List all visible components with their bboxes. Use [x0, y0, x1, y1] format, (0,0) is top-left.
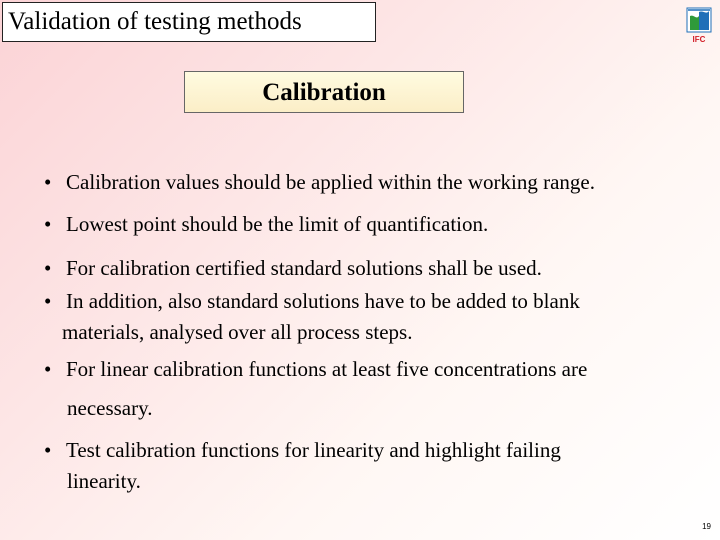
section-heading: Calibration — [184, 71, 464, 113]
bullet-dot: • — [44, 170, 52, 194]
bullet-dot: • — [44, 256, 52, 280]
page-number: 19 — [702, 522, 711, 531]
bullet-dot: • — [44, 357, 52, 381]
slide-title: Validation of testing methods — [2, 2, 376, 42]
bullet-text: For calibration certified standard solutions shall be used. — [66, 256, 542, 280]
bullet-continuation: necessary. — [67, 396, 153, 420]
bullet-continuation: linearity. — [67, 469, 141, 493]
bullet-continuation: materials, analysed over all process steps. — [62, 320, 413, 344]
bullet-text: In addition, also standard solutions have to be added to blank — [66, 289, 580, 313]
bullet-text: Test calibration functions for linearity and highlight failing — [66, 438, 561, 462]
bullet-dot: • — [44, 438, 52, 462]
bullet-text: For linear calibration functions at least five concentrations are — [66, 357, 588, 381]
logo-text: IFC — [692, 35, 706, 44]
bullet-dot: • — [44, 289, 52, 313]
bullet-text: Lowest point should be the limit of quantification. — [66, 212, 489, 236]
bullet-dot: • — [44, 212, 52, 236]
bullet-text: Calibration values should be applied within the working range. — [66, 170, 595, 194]
